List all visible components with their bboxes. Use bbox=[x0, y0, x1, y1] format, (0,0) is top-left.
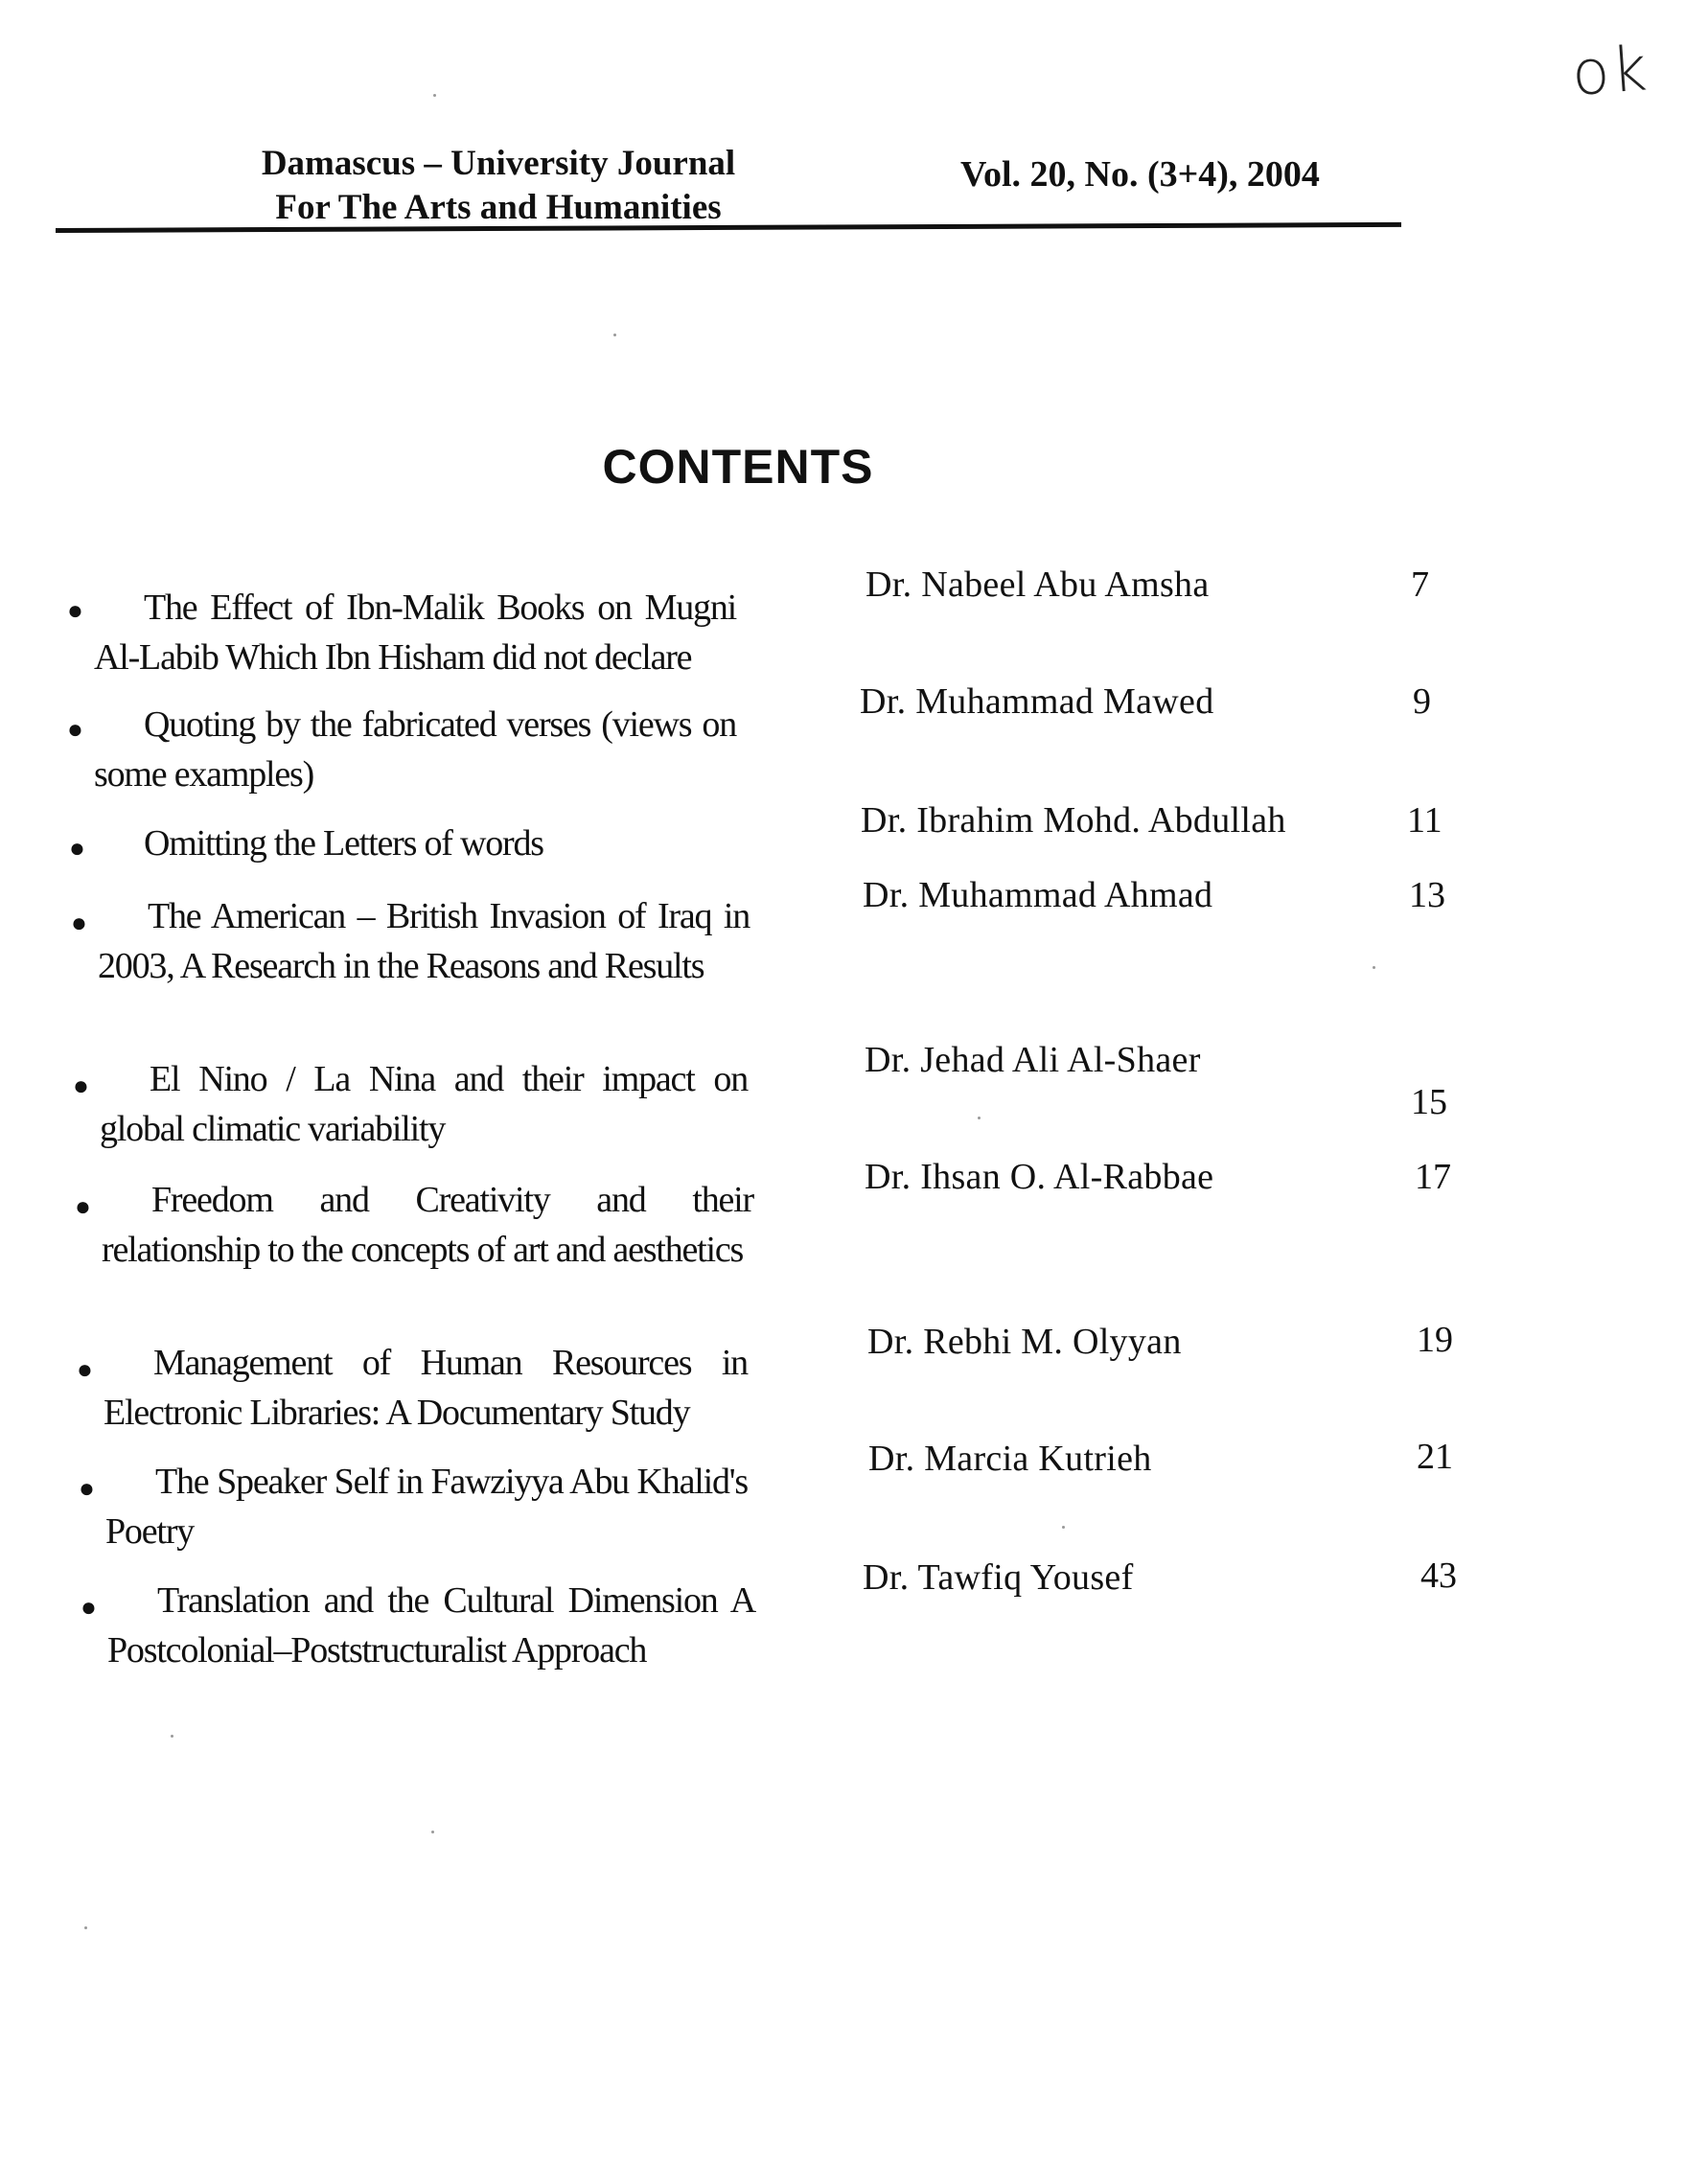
entry-title: The Speaker Self in Fawziyya Abu Khalid's Poetry bbox=[105, 1462, 748, 1552]
entry-title: The Effect of Ibn-Malik Books on Mugni Al-Labib Which Ibn Hisham did not declare bbox=[94, 588, 736, 678]
bullet-icon: ● bbox=[71, 909, 87, 938]
volume-issue: Vol. 20, No. (3+4), 2004 bbox=[960, 154, 1320, 195]
entry-author: Dr. Ihsan O. Al-Rabbae bbox=[865, 1157, 1214, 1197]
scan-speck bbox=[431, 1831, 434, 1833]
entry-page-number: 15 bbox=[1411, 1082, 1447, 1122]
journal-name-line-2: For The Arts and Humanities bbox=[275, 188, 722, 227]
bullet-icon: ● bbox=[67, 596, 83, 626]
scan-speck bbox=[433, 94, 436, 97]
contents-title: CONTENTS bbox=[602, 440, 874, 494]
entry-title: The American – British Invasion of Iraq in 2003, A Research in the Reasons and Results bbox=[98, 896, 750, 986]
entry-author: Dr. Muhammad Ahmad bbox=[863, 875, 1213, 915]
entry-page-number: 43 bbox=[1420, 1555, 1457, 1596]
scan-speck bbox=[1062, 1526, 1065, 1529]
scan-speck bbox=[613, 334, 616, 336]
bullet-icon: ● bbox=[81, 1593, 97, 1623]
entry-title: Management of Human Resources in Electronic Libraries: A Documentary Study bbox=[104, 1343, 748, 1433]
entry-author: Dr. Nabeel Abu Amsha bbox=[866, 565, 1210, 605]
entry-page-number: 7 bbox=[1411, 565, 1429, 605]
entry-title: Omitting the Letters of words bbox=[144, 823, 543, 864]
entry-page-number: 19 bbox=[1417, 1320, 1453, 1360]
bullet-icon: ● bbox=[75, 1192, 91, 1222]
bullet-icon: ● bbox=[69, 834, 85, 864]
entry-page-number: 11 bbox=[1407, 800, 1443, 841]
bullet-icon: ● bbox=[79, 1474, 95, 1504]
entry-author: Dr. Marcia Kutrieh bbox=[868, 1439, 1152, 1479]
journal-name-line-1: Damascus – University Journal bbox=[261, 144, 736, 183]
scan-speck bbox=[1373, 966, 1375, 969]
entry-page-number: 17 bbox=[1415, 1157, 1451, 1197]
bullet-icon: ● bbox=[77, 1355, 93, 1385]
bullet-icon: ● bbox=[73, 1071, 89, 1101]
entry-title: Freedom and Creativity and their relationship to the concepts of art and aesthetics bbox=[102, 1180, 753, 1270]
entry-author: Dr. Jehad Ali Al-Shaer bbox=[865, 1040, 1201, 1080]
entry-title: El Nino / La Nina and their impact on global climatic variability bbox=[100, 1059, 748, 1149]
entry-page-number: 13 bbox=[1409, 875, 1445, 915]
bullet-icon: ● bbox=[67, 715, 83, 745]
entry-page-number: 9 bbox=[1413, 681, 1431, 722]
scan-speck bbox=[84, 1926, 87, 1929]
entry-title: Translation and the Cultural Dimension A Postcolonial–Poststructuralist Approach bbox=[107, 1580, 755, 1671]
entry-author: Dr. Tawfiq Yousef bbox=[863, 1557, 1134, 1598]
scan-speck bbox=[171, 1735, 173, 1738]
scan-speck bbox=[978, 1117, 981, 1119]
entry-author: Dr. Ibrahim Mohd. Abdullah bbox=[861, 800, 1286, 841]
entry-author: Dr. Muhammad Mawed bbox=[860, 681, 1214, 722]
entry-author: Dr. Rebhi M. Olyyan bbox=[867, 1322, 1182, 1362]
entry-page-number: 21 bbox=[1417, 1437, 1453, 1477]
entry-title: Quoting by the fabricated verses (views on some examples) bbox=[94, 704, 736, 795]
handwritten-ok-mark: ok bbox=[1569, 34, 1651, 110]
journal-name bbox=[230, 142, 767, 230]
